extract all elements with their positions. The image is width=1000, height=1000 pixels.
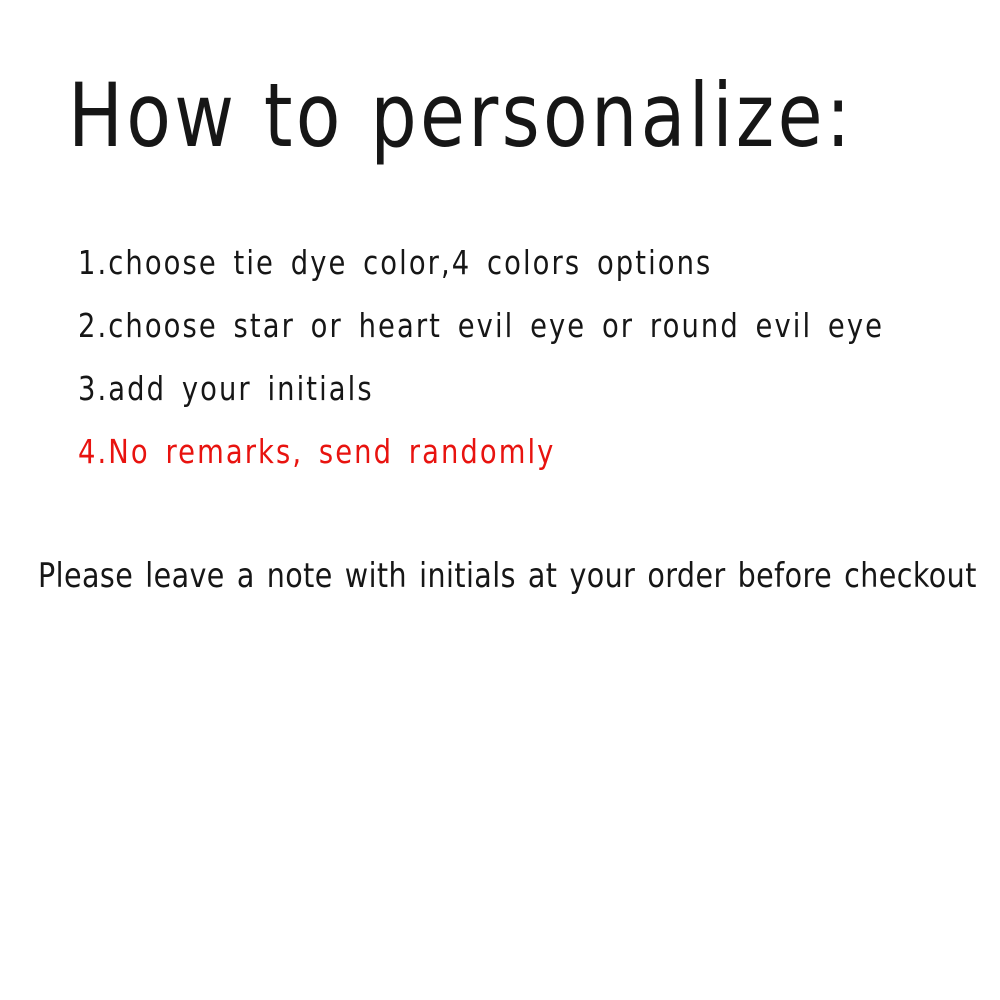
page-title: How to personalize: <box>68 64 854 167</box>
footer-note: Please leave a note with initials at your order before checkout <box>38 556 977 596</box>
step-item-2: 2.choose star or heart evil eye or round evil eye <box>78 306 885 345</box>
step-item-4: 4.No remarks, send randomly <box>78 432 556 471</box>
steps-list <box>78 243 1000 498</box>
step-item-3: 3.add your initials <box>78 369 374 408</box>
step-item-1: 1.choose tie dye color,4 colors options <box>78 243 713 282</box>
